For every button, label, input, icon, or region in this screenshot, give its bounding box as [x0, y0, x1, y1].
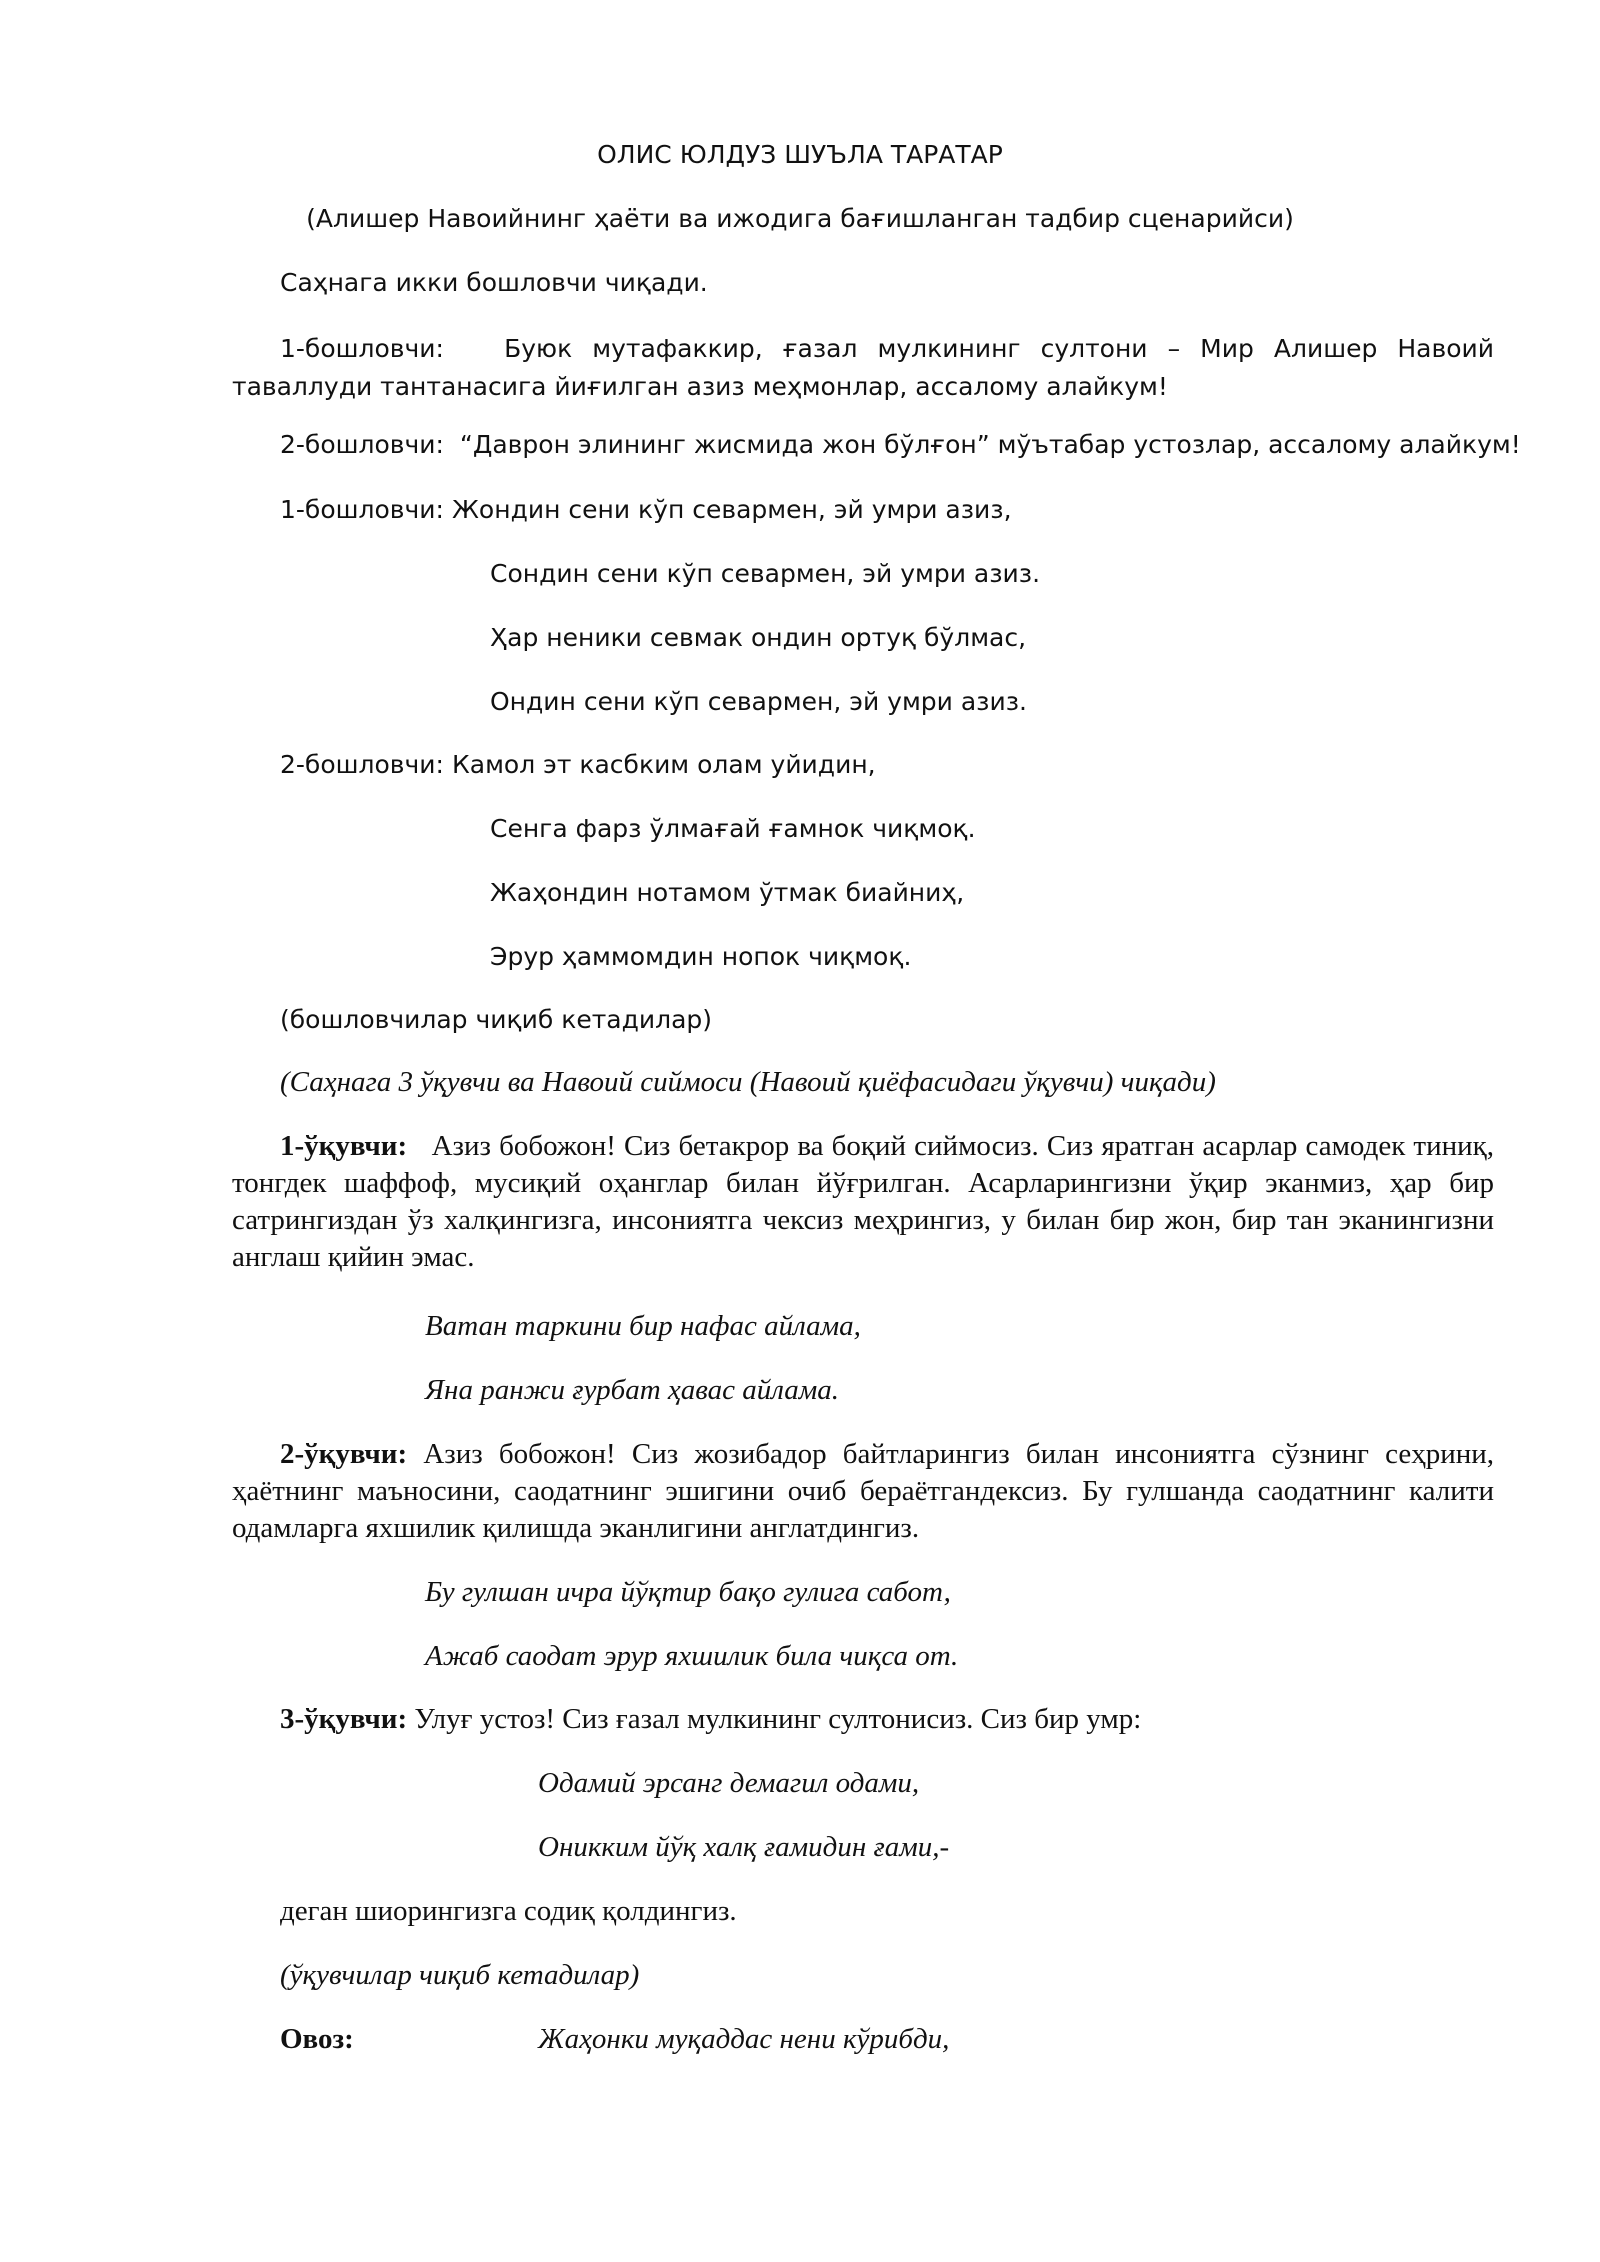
verse-line: Одамий эрсанг демагил одами,: [538, 1767, 920, 1799]
speaker-label: 1-ўқувчи:: [280, 1130, 408, 1162]
reader3-text: Улуғ устоз! Сиз ғазал мулкининг султонисиз. Сиз бир умр:: [414, 1703, 1142, 1735]
stage-direction-hosts-exit: (бошловчилар чиқиб кетадилар): [280, 1005, 713, 1034]
host1-speaker: 1-бошловчи:: [280, 495, 444, 524]
voice-speaker: Овоз:: [280, 2023, 354, 2055]
poem-line: Камол эт касбким олам уйидин,: [452, 750, 876, 779]
speaker-label: 2-бошловчи:: [280, 430, 444, 459]
document-title: ОЛИС ЮЛДУЗ ШУЪЛА ТАРАТАР: [597, 140, 1003, 169]
reader1-speech: [232, 1128, 1494, 1276]
speaker-label: 1-бошловчи:: [280, 334, 444, 363]
host2-greeting: [280, 430, 1521, 459]
voice-line: Жаҳонки муқаддас нени кўрибди,: [538, 2023, 950, 2055]
stage-direction-readers-exit: (ўқувчилар чиқиб кетадилар): [280, 1959, 640, 1991]
reader3-speech: [280, 1703, 1141, 1736]
document-subtitle: (Алишер Навоийнинг ҳаёти ва ижодига бағишланган тадбир сценарийси): [306, 204, 1294, 233]
reader2-text: Азиз бобожон! Сиз жозибадор байтларингиз билан инсониятга сўзнинг сеҳрини, ҳаётнинг маъносини, саодатнинг эшигини очиб бераётгандексиз. Бу гулшанда саодатнинг калити одамларга яхшилик қилишда эканлигини англатдингиз.: [232, 1438, 1494, 1544]
poem-line: Жондин сени кўп севармен, эй умри азиз,: [452, 495, 1012, 524]
poem-line: Эрур ҳаммомдин нопок чиқмоқ.: [490, 942, 912, 971]
host1-greeting: [232, 330, 1494, 406]
host2-speaker: 2-бошловчи:: [280, 750, 444, 779]
verse-line: Яна ранжи ғурбат ҳавас айлама.: [425, 1374, 840, 1406]
poem-line: Сенга фарз ўлмағай ғамнок чиқмоқ.: [490, 814, 976, 843]
poem-line: Сондин сени кўп севармен, эй умри азиз.: [490, 559, 1041, 588]
poem-line: Жаҳондин нотамом ўтмак биайниҳ,: [490, 878, 965, 907]
speaker-label: 2-ўқувчи:: [280, 1438, 408, 1470]
reader1-text: Азиз бобожон! Сиз бетакрор ва боқий сиймосиз. Сиз яратган асарлар самодек тиниқ, тонгдек шаффоф, мусиқий оҳанглар билан йўғрилган. Асарларингизни ўқир эканмиз, ҳар бир сатрингиздан ўз халқингизга, инсониятга чексиз меҳрингиз, у билан бир жон, бир тан эканингизни англаш қийин эмас.: [232, 1130, 1495, 1273]
stage-direction-readers: (Саҳнага 3 ўқувчи ва Навоий сиймоси (Навоий қиёфасидаги ўқувчи) чиқади): [280, 1066, 1216, 1098]
host2-greeting-text: “Даврон элининг жисмида жон бўлғон” мўътабар устозлар, ассалому алайкум!: [459, 430, 1521, 459]
verse-line: Оникким йўқ халқ ғамидин ғами,-: [538, 1831, 950, 1863]
host1-greeting-text: Буюк мутафаккир, ғазал мулкининг султони – Мир Алишер Навоий таваллуди тантанасига йиғилган азиз меҳмонлар, ассалому алайкум!: [232, 334, 1495, 401]
reader2-speech: [232, 1436, 1494, 1547]
reader3-after: деган шиорингизга содиқ қолдингиз.: [280, 1895, 737, 1927]
verse-line: Ажаб саодат эрур яхшилик била чиқса от.: [425, 1640, 959, 1672]
poem-line: Ондин сени кўп севармен, эй умри азиз.: [490, 687, 1027, 716]
stage-direction-intro: Саҳнага икки бошловчи чиқади.: [280, 268, 708, 297]
poem-line: Ҳар неники севмак ондин ортуқ бўлмас,: [490, 623, 1027, 652]
verse-line: Бу гулшан ичра йўқтир бақо гулига сабот,: [425, 1576, 951, 1608]
speaker-label: 3-ўқувчи:: [280, 1703, 408, 1735]
verse-line: Ватан таркини бир нафас айлама,: [425, 1310, 861, 1342]
